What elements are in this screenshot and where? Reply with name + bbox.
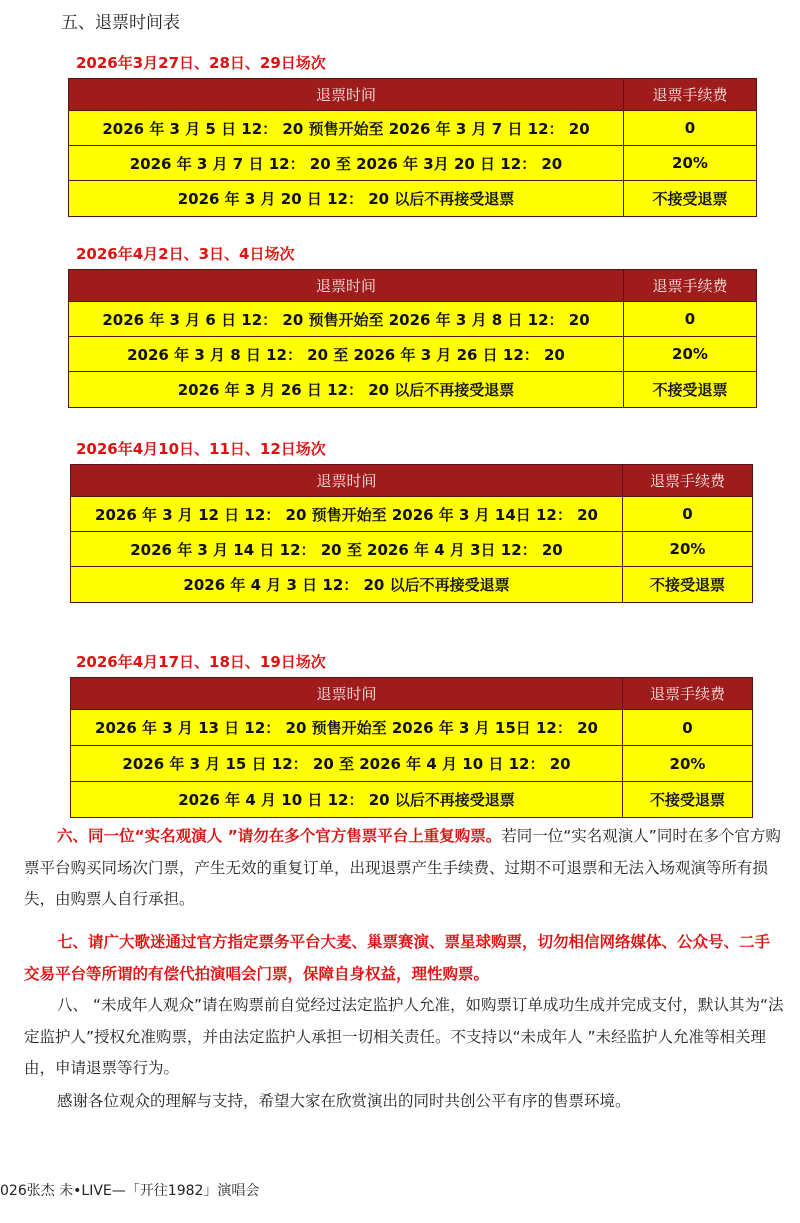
refund-fee-cell: 0 xyxy=(624,111,757,146)
header-fee: 退票手续费 xyxy=(623,465,753,497)
refund-fee-cell: 不接受退票 xyxy=(623,782,753,818)
session-heading-3: 2026年4月10日、11日、12日场次 xyxy=(76,440,326,458)
header-fee: 退票手续费 xyxy=(623,678,753,710)
header-time: 退票时间 xyxy=(71,465,623,497)
header-fee: 退票手续费 xyxy=(624,270,757,302)
refund-fee-cell: 不接受退票 xyxy=(624,181,757,217)
refund-time-cell: 2026 年 4 月 10 日 12： 20 以后不再接受退票 xyxy=(71,782,623,818)
thanks-text: 感谢各位观众的理解与支持，希望大家在欣赏演出的同时共创公平有序的售票环境。 xyxy=(57,1092,631,1110)
refund-fee-cell: 0 xyxy=(623,710,753,746)
refund-table-1 xyxy=(68,78,757,217)
refund-fee-cell: 不接受退票 xyxy=(624,372,757,408)
header-fee: 退票手续费 xyxy=(624,79,757,111)
refund-fee-cell: 不接受退票 xyxy=(623,567,753,603)
header-time: 退票时间 xyxy=(69,79,624,111)
section-title: 五、退票时间表 xyxy=(61,13,180,33)
refund-time-cell: 2026 年 3 月 20 日 12： 20 以后不再接受退票 xyxy=(69,181,624,217)
session-heading-4: 2026年4月17日、18日、19日场次 xyxy=(76,653,326,671)
refund-time-cell: 2026 年 3 月 5 日 12： 20 预售开始至 2026 年 3 月 7 日 12： 20 xyxy=(69,111,624,146)
table-header-row xyxy=(69,270,757,302)
refund-fee-cell: 20% xyxy=(624,146,757,181)
refund-table-2 xyxy=(68,269,757,408)
refund-time-cell: 2026 年 3 月 6 日 12： 20 预售开始至 2026 年 3 月 8 日 12： 20 xyxy=(69,302,624,337)
refund-time-cell: 2026 年 4 月 3 日 12： 20 以后不再接受退票 xyxy=(71,567,623,603)
table-header-row xyxy=(71,465,753,497)
session-heading-1: 2026年3月27日、28日、29日场次 xyxy=(76,54,326,72)
refund-fee-cell: 0 xyxy=(623,497,753,532)
table-row xyxy=(69,302,757,337)
refund-fee-cell: 20% xyxy=(623,532,753,567)
table-row xyxy=(69,372,757,408)
refund-fee-cell: 20% xyxy=(623,746,753,782)
refund-table-3 xyxy=(70,464,753,603)
refund-time-cell: 2026 年 3 月 26 日 12： 20 以后不再接受退票 xyxy=(69,372,624,408)
table-row xyxy=(71,710,753,746)
table-header-row xyxy=(69,79,757,111)
paragraph-6-emphasis: 六、同一位“实名观演人 ”请勿在多个官方售票平台上重复购票。 xyxy=(57,827,502,845)
table-row xyxy=(69,111,757,146)
table-row xyxy=(71,532,753,567)
table-row xyxy=(71,782,753,818)
refund-time-cell: 2026 年 3 月 12 日 12： 20 预售开始至 2026 年 3 月 14日 12： 20 xyxy=(71,497,623,532)
refund-time-cell: 2026 年 3 月 8 日 12： 20 至 2026 年 3 月 26 日 12： 20 xyxy=(69,337,624,372)
refund-fee-cell: 20% xyxy=(624,337,757,372)
refund-table-4 xyxy=(70,677,753,818)
table-row xyxy=(69,146,757,181)
footer-caption: 026张杰 未•LIVE—「开往1982」演唱会 xyxy=(0,1183,260,1199)
refund-fee-cell: 0 xyxy=(624,302,757,337)
table-row xyxy=(69,337,757,372)
table-row xyxy=(69,181,757,217)
table-row xyxy=(71,497,753,532)
table-row xyxy=(71,746,753,782)
header-time: 退票时间 xyxy=(69,270,624,302)
refund-time-cell: 2026 年 3 月 14 日 12： 20 至 2026 年 4 月 3日 12： 20 xyxy=(71,532,623,567)
paragraph-8: 八、 “未成年人观众”请在购票前自觉经过法定监护人允准，如购票订单成功生成并完成支付，默认其为“法定监护人”授权允准购票，并由法定监护人承担一切相关责任。不支持以“未成年人 ”未经监护人允准等相关理由，申请退票等行为。 xyxy=(24,996,784,1077)
refund-time-cell: 2026 年 3 月 7 日 12： 20 至 2026 年 3月 20 日 12： 20 xyxy=(69,146,624,181)
refund-time-cell: 2026 年 3 月 13 日 12： 20 预售开始至 2026 年 3 月 15日 12： 20 xyxy=(71,710,623,746)
paragraph-7: 七、请广大歌迷通过官方指定票务平台大麦、巢票赛演、票星球购票，切勿相信网络媒体、公众号、二手交易平台等所谓的有偿代拍演唱会门票，保障自身权益，理性购票。 xyxy=(24,933,771,983)
paragraph-6-body: 若同一位“实名观演人”同时在多个官方购票平台购买同场次门票，产生无效的重复订单，出现退票产生手续费、过期不可退票和无法入场观演等所有损失，由购票人自行承担。 xyxy=(24,827,781,908)
paragraph-6 xyxy=(24,821,784,916)
session-heading-2: 2026年4月2日、3日、4日场次 xyxy=(76,245,295,263)
table-header-row xyxy=(71,678,753,710)
refund-time-cell: 2026 年 3 月 15 日 12： 20 至 2026 年 4 月 10 日 12： 20 xyxy=(71,746,623,782)
table-row xyxy=(71,567,753,603)
header-time: 退票时间 xyxy=(71,678,623,710)
